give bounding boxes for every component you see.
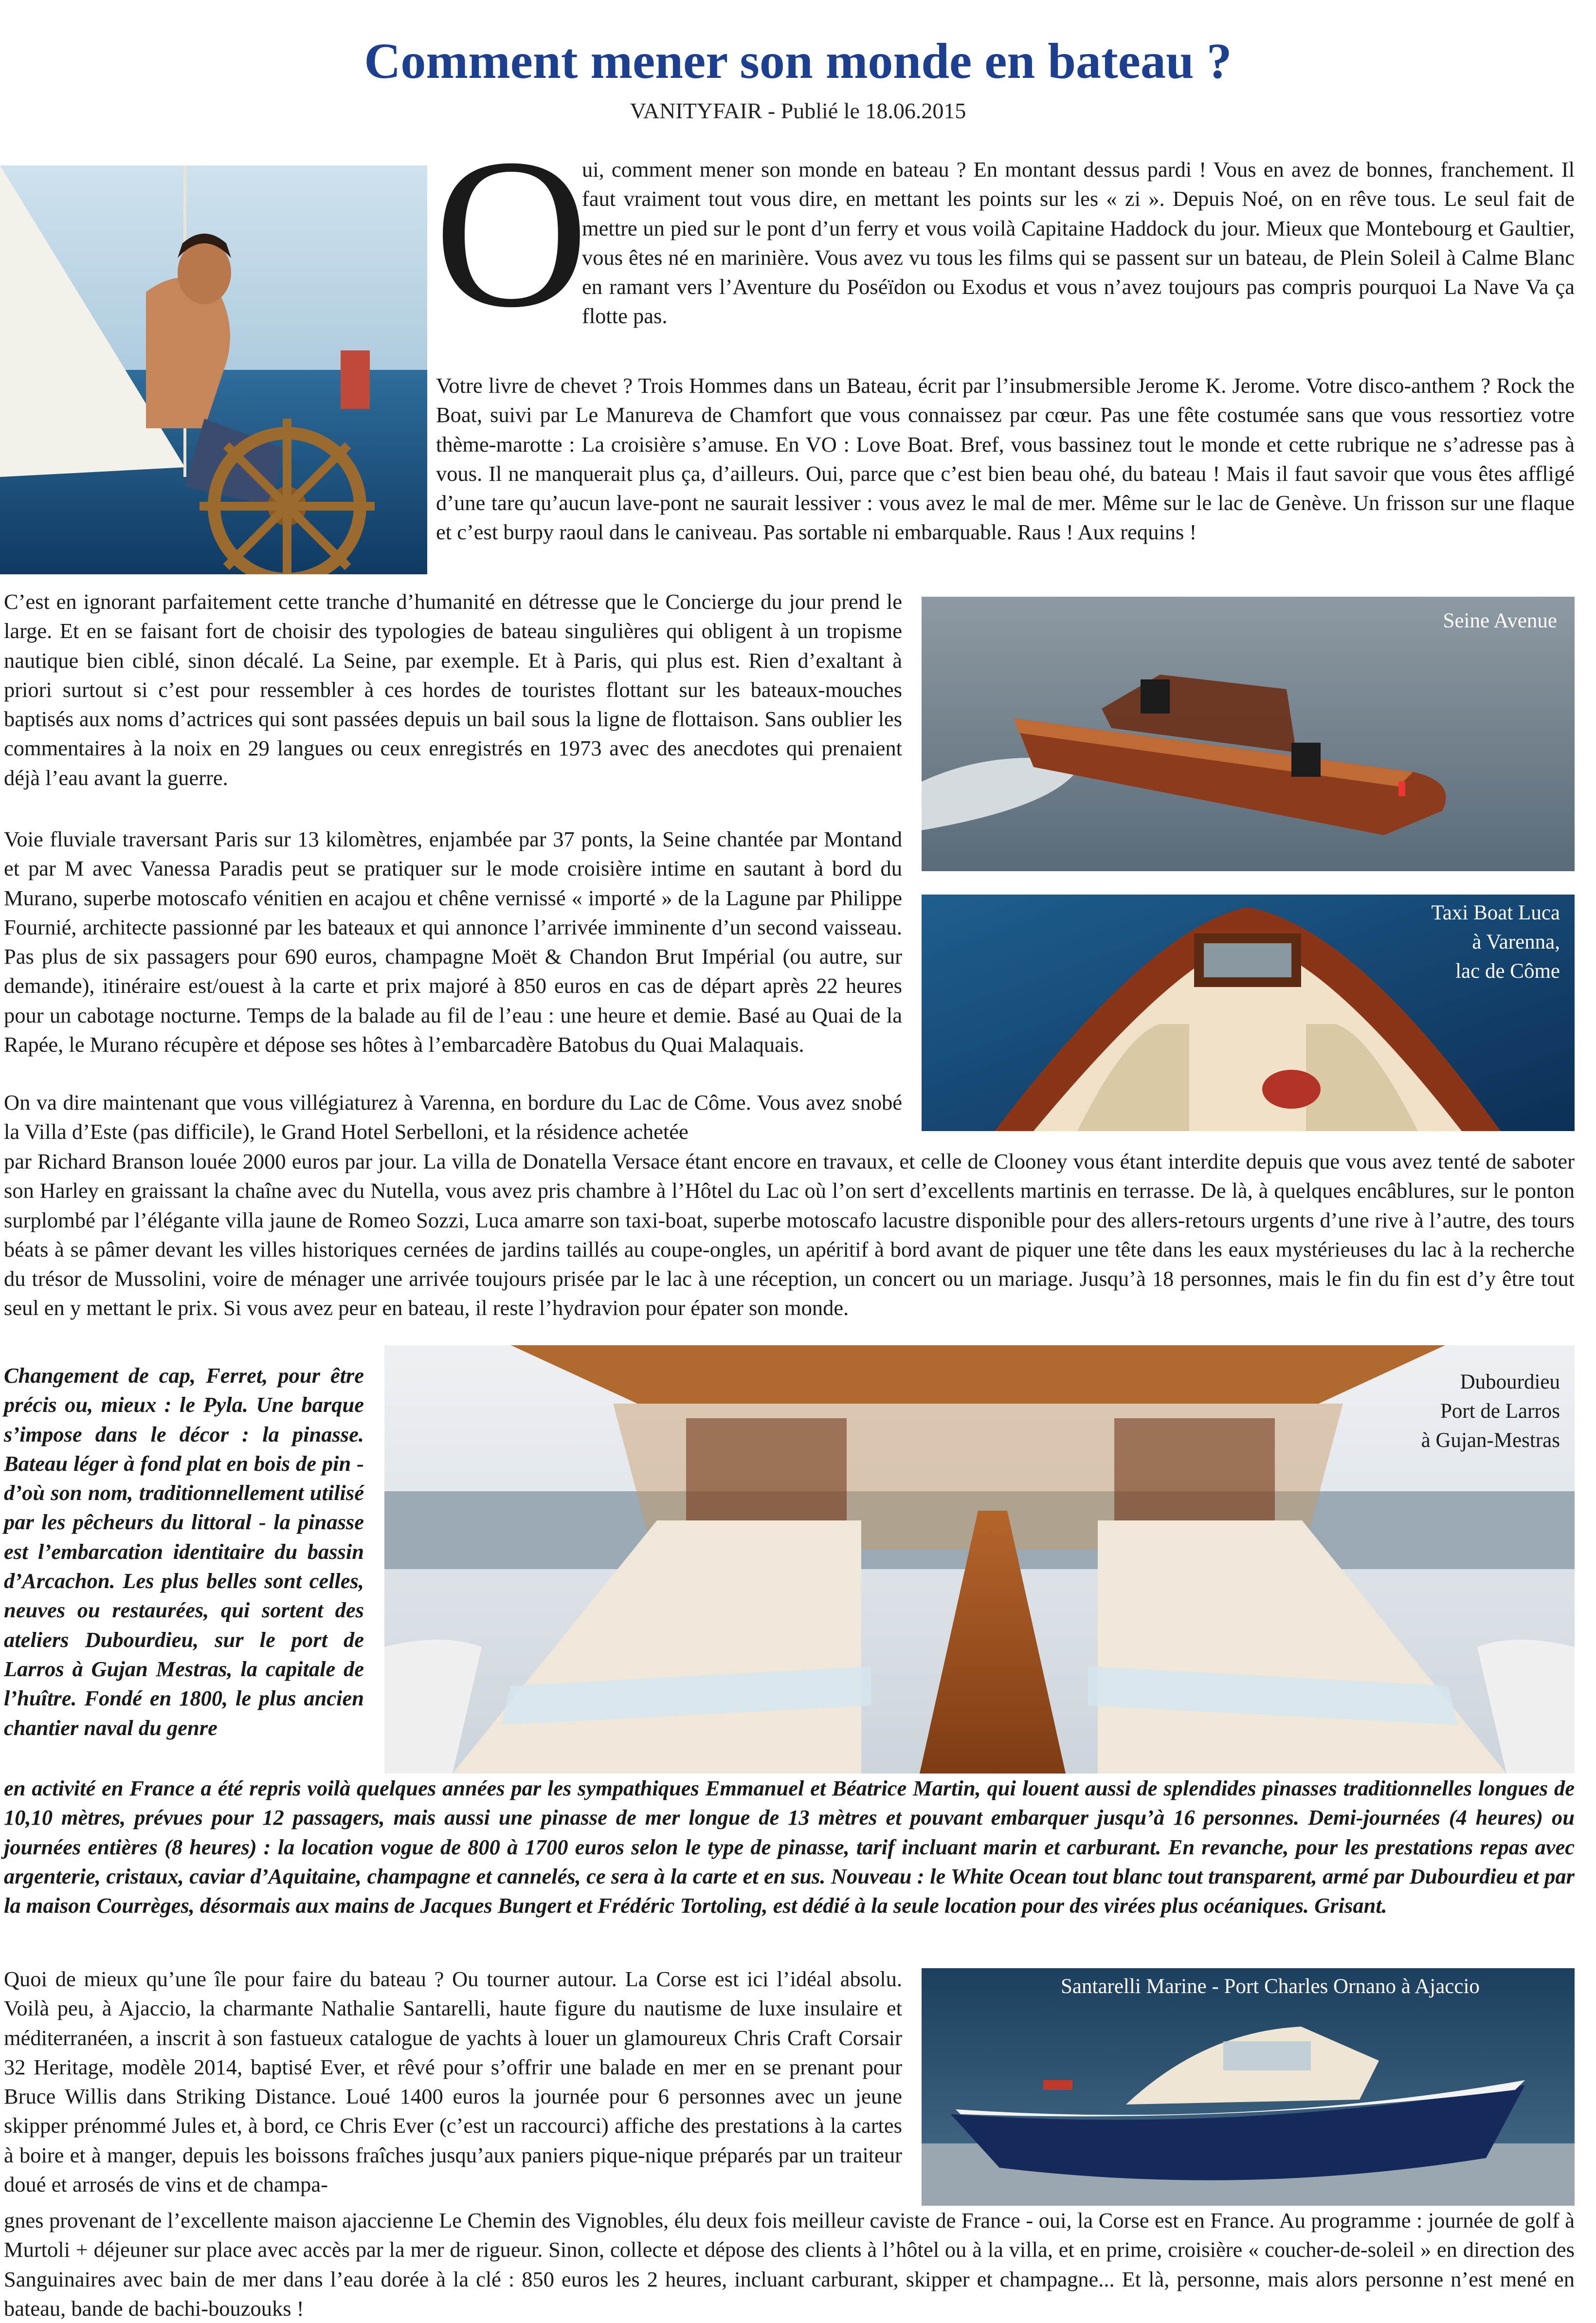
article-byline: VANITYFAIR - Publié le 18.06.2015 [630,98,966,123]
photo-santarelli-marine [922,1968,1575,2206]
caption-taxi-boat-line3: lac de Côme [1455,960,1560,983]
caption-santarelli-marine: Santarelli Marine - Port Charles Ornano à Ajaccio [1061,1975,1480,1998]
paragraph-seine: C’est en ignorant parfaitement cette tranche d’humanité en détresse que le Concierge du jour prend le large. Et en se faisant fort de choisir des typologies de bateau singulières qui obligent à un tropisme nautique bien ciblé, sinon décalé. La Seine, par exemple. Et à Paris, qui plus est. Rien d’exaltant à priori surtout si c’est pour ressembler à ces hordes de touristes flottant sur les bateaux-mouches baptisés aux noms d’actrices qui sont passées depuis un bail sous la ligne de flottaison. Sans oublier les commentaires à la noix en 29 langues ou ceux enregistrés en 1973 avec des anecdotes qui prenaient déjà l’eau avant la guerre. [4,589,902,790]
paragraph-varenna-intro: On va dire maintenant que vous villégiaturez à Varenna, en bordure du Lac de Côme. Vous avez snobé la Villa d’Este (pas difficile), le Grand Hotel Serbelloni, et la résidence achetée [4,1090,902,1144]
photo-sailor-helm [0,165,427,574]
drop-cap: O [434,115,589,352]
caption-dubourdieu-line1: Dubourdieu [1460,1371,1560,1393]
caption-taxi-boat-line2: à Varenna, [1472,931,1560,953]
paragraph-varenna: par Richard Branson louée 2000 euros par jour. La villa de Donatella Versace étant encore en travaux, et celle de Clooney vous étant interdite depuis que vous avez tenté de saboter son Harley en graissant la chaîne avec du Nutella, vous avez pris chambre à l’Hôtel du Lac où l’on sert d’excellents martinis en terrasse. De là, à quelques encâblures, sur le ponton surplombé par l’élégante villa jaune de Romeo Sozzi, Luca amarre son taxi-boat, superbe motoscafo lacustre disponible pour des allers-retours urgents d’une rive à l’autre, des tours béats à se pâmer devant les villes historiques cernées de jardins taillés au coupe-ongles, un apéritif à bord avant de piquer une tête dans les eaux mystérieuses du lac à la recherche du trésor de Mussolini, voire de ménager une arrivée toujours prisée par le lac à une réception, un concert ou un mariage. Jusqu’à 18 personnes, mais le fin du fin est d’y être tout seul en y mettant le prix. Si vous avez peur en bateau, il reste l’hydravion pour épater son monde. [4,1149,1575,1320]
paragraph-pinasse-intro: Changement de cap, Ferret, pour être précis ou, mieux : le Pyla. Une barque s’impose dans le décor : la pinasse. Bateau léger à fond plat en bois de pin - d’où son nom, traditionnellement utilisé par les pêcheurs du littoral - la pinasse est l’embarcation identitaire du bassin d’Arcachon. Les plus belles sont celles, neuves ou restaurées, qui sortent des ateliers Dubourdieu, sur le port de Larros à Gujan Mestras, la capitale de l’huître. Fondé en 1800, le plus ancien chantier naval du genre [4,1363,364,1740]
paragraph-murano: Voie fluviale traversant Paris sur 13 kilomètres, enjambée par 37 ponts, la Seine chantée par Montand et par M avec Vanessa Paradis peut se pratiquer sur le mode croisière intime en sautant à bord du Murano, superbe motoscafo vénitien en acajou et chêne vernissé « importé » de la Lagune par Philippe Fournié, architecte passionné par les bateaux et qui annonce l’arrivée imminente d’un second vaisseau. Pas plus de six passagers pour 690 euros, champagne Moët & Chandon Brut Impérial (ou autre, sur demande), itinéraire est/ouest à la carte et prix majoré à 850 euros en cas de départ après 22 heures pour un cabotage nocturne. Temps de la balade au fil de l’eau : une heure et demie. Basé au Quai de la Rapée, le Murano récupère et dépose ses hôtes à l’embarcadère Batobus du Quai Malaquais. [4,827,902,1057]
caption-dubourdieu-line3: à Gujan-Mestras [1421,1429,1560,1452]
photo-seine-avenue [922,597,1575,871]
article-title: Comment mener son monde en bateau ? [364,33,1232,89]
paragraph-corse-end: gnes provenant de l’excellente maison ajaccienne Le Chemin des Vignobles, élu deux fois meilleur caviste de France - oui, la Corse est en France. Au programme : journée de golf à Murtoli + déjeuner sur place avec accès par la mer de rigueur. Sinon, collecte et dépose des clients à l’hôtel ou à la villa, et en prime, croisière « coucher-de-soleil » en direction des Sanguinaires avec bain de mer dans l’eau dorée à la clé : 850 euros les 2 heures, incluant carburant, skipper et champagne... Et là, personne, mais alors personne n’est mené en bateau, bande de bachi-bouzouks ! [4,2208,1575,2321]
paragraph-chevet: Votre livre de chevet ? Trois Hommes dans un Bateau, écrit par l’insubmersible Jerome K. Jerome. Votre disco-anthem ? Rock the Boat, suivi par Le Manureva de Chamfort que vous connaissez par cœur. Pas une fête costumée sans que vous ressortiez votre thème-marotte : La croisière s’amuse. En VO : Love Boat. Bref, vous bassinez tout le monde et cette rubrique ne s’adresse pas à vous. Il ne manquerait plus ça, d’ailleurs. Oui, parce que c’est bien beau ohé, du bateau ! Mais il faut savoir que vous êtes affligé d’une tare qu’aucun lave-pont ne saurait lessiver : vous avez le mal de mer. Même sur le lac de Genève. Un frisson sur une flaque et c’est burpy raoul dans le caniveau. Pas sortable ni embarquable. Raus ! Aux requins ! [436,373,1575,545]
paragraph-corse: Quoi de mieux qu’une île pour faire du bateau ? Ou tourner autour. La Corse est ici l’idéal absolu. Voilà peu, à Ajaccio, la charmante Nathalie Santarelli, haute figure du nautisme de luxe insulaire et méditerranéen, a inscrit à son fastueux catalogue de yachts à louer un glamoureux Chris Craft Corsair 32 Heritage, modèle 2014, baptisé Ever, et rêvé pour s’offrir une balade en mer en se prenant pour Bruce Willis dans Striking Distance. Loué 1400 euros la journée pour 6 personnes avec un jeune skipper prénommé Jules et, à bord, ce Chris Ever (c’est un raccourci) affiche des prestations à la cartes à boire et à manger, depuis les boissons fraîches jusqu’aux paniers pique-nique préparés par un traiteur doué et arrosés de vins et de champa- [4,1967,902,2197]
paragraph-intro: ui, comment mener son monde en bateau ? En montant dessus pardi ! Vous en avez de bonnes, franchement. Il faut vraiment tout vous dire, en mettant les points sur les « zi ». Depuis Noé, on en rêve tous. Le seul fait de mettre un pied sur le pont d’un ferry et vous voilà Capitaine Haddock du jour. Mieux que Montebourg et Gaultier, vous êtes né en marinière. Vous avez vu tous les films qui se passent sur un bateau, de Plein Soleil à Calme Blanc en ramant vers l’Aventure du Poséïdon ou Exodus et vous n’avez toujours pas compris pourquoi La Nave Va ça flotte pas. [582,157,1575,329]
paragraph-pinasse: en activité en France a été repris voilà quelques années par les sympathiques Emmanuel et Béatrice Martin, qui louent aussi de splendides pinasses traditionnelles longues de 10,10 mètres, prévues pour 12 passagers, mais aussi une pinasse de mer longue de 13 mètres et pouvant embarquer jusqu’à 16 personnes. Demi-journées (4 heures) ou journées entières (8 heures) : la location vogue de 800 à 1700 euros selon le type de pinasse, tarif incluant marin et carburant. En revanche, pour les prestations repas avec argenterie, cristaux, caviar d’Aquitaine, champagne et cannelés, ce sera à la carte et en sus. Nouveau : le White Ocean tout blanc tout transparent, armé par Dubourdieu et par la maison Courrèges, désormais aux mains de Jacques Bungert et Frédéric Tortoling, est dédié à la seule location pour des virées plus océaniques. Grisant. [4,1776,1575,1918]
caption-taxi-boat-line1: Taxi Boat Luca [1431,901,1560,924]
caption-dubourdieu-line2: Port de Larros [1440,1400,1560,1423]
caption-seine-avenue: Seine Avenue [1443,609,1557,632]
